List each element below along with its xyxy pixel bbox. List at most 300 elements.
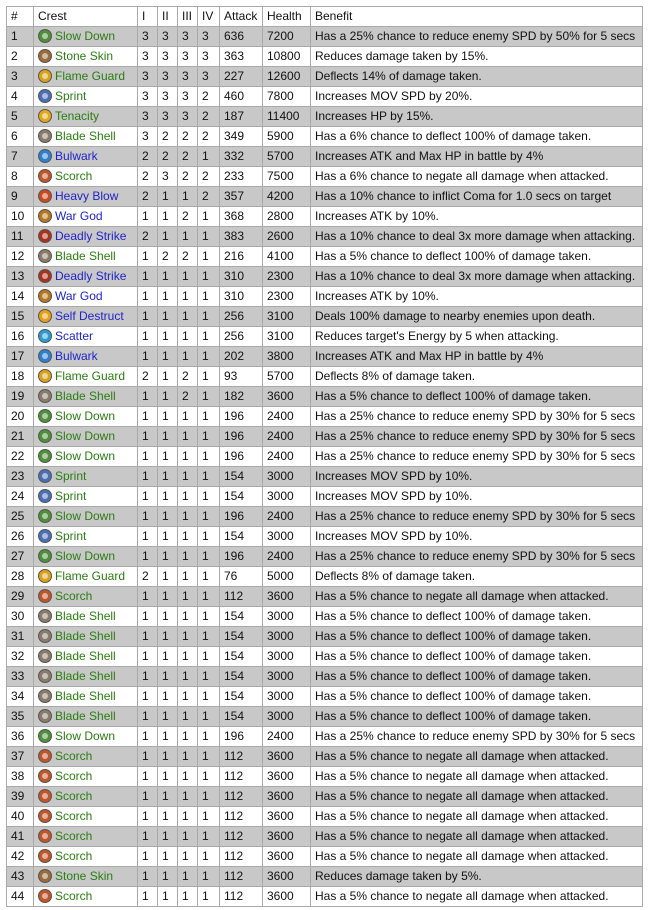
scorch-icon [38,849,52,863]
tier-ii-value: 1 [158,447,178,467]
tier-i-value: 3 [138,87,158,107]
crest-name: Stone Skin [55,49,114,63]
tier-iii-value: 3 [178,67,198,87]
tier-ii-value: 1 [158,327,178,347]
tier-iv-value: 1 [198,447,220,467]
benefit-text: Increases ATK by 10%. [311,207,643,227]
tier-ii-value: 1 [158,507,178,527]
table-row [7,787,643,807]
health-value: 3600 [263,587,311,607]
crest-cell [34,427,138,447]
header-health: Health [263,7,311,27]
tier-ii-value: 1 [158,547,178,567]
tier-iv-value: 1 [198,727,220,747]
tier-iv-value: 1 [198,747,220,767]
table-row [7,607,643,627]
tier-ii-value: 1 [158,487,178,507]
crest-cell [34,407,138,427]
crest-cell [34,867,138,887]
row-number: 33 [7,667,34,687]
health-value: 3800 [263,347,311,367]
tier-iii-value: 1 [178,427,198,447]
crest-cell [34,267,138,287]
crest-cell [34,787,138,807]
attack-value: 154 [220,607,263,627]
benefit-text: Has a 25% chance to reduce enemy SPD by 30% for 5 secs [311,547,643,567]
crest-name: War God [55,289,103,303]
crest-name: Blade Shell [55,249,116,263]
flame-guard-icon [38,69,52,83]
tier-i-value: 1 [138,627,158,647]
blade-shell-icon [38,389,52,403]
benefit-text: Has a 5% chance to negate all damage when attacked. [311,787,643,807]
tier-iii-value: 1 [178,827,198,847]
scorch-icon [38,829,52,843]
health-value: 2400 [263,447,311,467]
tier-iii-value: 1 [178,687,198,707]
crest-cell [34,327,138,347]
crest-cell [34,227,138,247]
header-iii: III [178,7,198,27]
tier-iv-value: 1 [198,567,220,587]
attack-value: 93 [220,367,263,387]
benefit-text: Has a 25% chance to reduce enemy SPD by 30% for 5 secs [311,507,643,527]
health-value: 2400 [263,407,311,427]
crest-name: Scorch [55,849,93,863]
benefit-text: Has a 5% chance to deflect 100% of damage taken. [311,707,643,727]
crest-cell [34,127,138,147]
tier-ii-value: 1 [158,207,178,227]
tier-i-value: 1 [138,447,158,467]
crest-name: Slow Down [55,549,116,563]
attack-value: 196 [220,547,263,567]
attack-value: 363 [220,47,263,67]
tier-iii-value: 1 [178,767,198,787]
table-row [7,187,643,207]
crest-name: Scorch [55,809,93,823]
row-number: 8 [7,167,34,187]
row-number: 23 [7,467,34,487]
tier-ii-value: 1 [158,587,178,607]
tier-i-value: 3 [138,127,158,147]
row-number: 18 [7,367,34,387]
health-value: 3600 [263,827,311,847]
tier-iv-value: 2 [198,187,220,207]
attack-value: 154 [220,707,263,727]
table-row [7,347,643,367]
tier-i-value: 1 [138,807,158,827]
attack-value: 112 [220,847,263,867]
tier-iii-value: 1 [178,647,198,667]
crest-name: Slow Down [55,729,116,743]
row-number: 37 [7,747,34,767]
benefit-text: Deflects 14% of damage taken. [311,67,643,87]
health-value: 5700 [263,147,311,167]
table-row [7,127,643,147]
tier-ii-value: 3 [158,47,178,67]
attack-value: 460 [220,87,263,107]
blade-shell-icon [38,609,52,623]
crest-name: Slow Down [55,29,116,43]
tier-ii-value: 1 [158,307,178,327]
crest-cell [34,547,138,567]
tier-i-value: 1 [138,647,158,667]
benefit-text: Increases MOV SPD by 10%. [311,527,643,547]
tier-i-value: 1 [138,327,158,347]
attack-value: 182 [220,387,263,407]
tier-i-value: 1 [138,247,158,267]
attack-value: 196 [220,407,263,427]
tier-i-value: 2 [138,367,158,387]
tier-i-value: 2 [138,167,158,187]
table-row [7,87,643,107]
row-number: 39 [7,787,34,807]
crest-name: Sprint [55,489,87,503]
attack-value: 187 [220,107,263,127]
row-number: 44 [7,887,34,907]
table-row [7,667,643,687]
row-number: 3 [7,67,34,87]
row-number: 16 [7,327,34,347]
tier-iii-value: 1 [178,747,198,767]
tier-iii-value: 1 [178,187,198,207]
crest-name: Blade Shell [55,649,116,663]
crest-name: Stone Skin [55,869,114,883]
benefit-text: Has a 5% chance to negate all damage when attacked. [311,807,643,827]
tier-ii-value: 1 [158,387,178,407]
tier-ii-value: 1 [158,687,178,707]
tier-iii-value: 3 [178,47,198,67]
table-row [7,867,643,887]
row-number: 28 [7,567,34,587]
crest-name: Scorch [55,769,93,783]
table-row [7,847,643,867]
attack-value: 256 [220,307,263,327]
tier-ii-value: 1 [158,667,178,687]
row-number: 9 [7,187,34,207]
row-number: 5 [7,107,34,127]
tier-iii-value: 1 [178,227,198,247]
sprint-icon [38,529,52,543]
tier-iii-value: 1 [178,887,198,907]
crest-name: War God [55,209,103,223]
tier-i-value: 1 [138,207,158,227]
benefit-text: Reduces damage taken by 5%. [311,867,643,887]
row-number: 21 [7,427,34,447]
tier-iv-value: 1 [198,647,220,667]
header-ii: II [158,7,178,27]
crest-cell [34,647,138,667]
benefit-text: Has a 5% chance to negate all damage when attacked. [311,587,643,607]
crest-name: Flame Guard [55,369,126,383]
tier-iv-value: 2 [198,167,220,187]
benefit-text: Reduces target's Energy by 5 when attacking. [311,327,643,347]
crest-cell [34,207,138,227]
tier-ii-value: 1 [158,867,178,887]
table-row [7,47,643,67]
row-number: 2 [7,47,34,67]
blade-shell-icon [38,709,52,723]
tier-iii-value: 1 [178,467,198,487]
crest-name: Scorch [55,889,93,903]
slow-down-icon [38,549,52,563]
tier-iv-value: 1 [198,387,220,407]
benefit-text: Increases ATK by 10%. [311,287,643,307]
row-number: 24 [7,487,34,507]
table-row [7,807,643,827]
crest-cell [34,67,138,87]
tier-iv-value: 1 [198,247,220,267]
table-row [7,427,643,447]
crest-cell [34,107,138,127]
health-value: 3600 [263,807,311,827]
blade-shell-icon [38,129,52,143]
tier-i-value: 1 [138,427,158,447]
health-value: 7800 [263,87,311,107]
health-value: 3600 [263,767,311,787]
crest-name: Scorch [55,749,93,763]
tier-iii-value: 1 [178,707,198,727]
flame-guard-icon [38,569,52,583]
row-number: 31 [7,627,34,647]
crest-cell [34,827,138,847]
tier-iv-value: 1 [198,627,220,647]
benefit-text: Has a 5% chance to negate all damage when attacked. [311,847,643,867]
crest-name: Tenacity [55,109,100,123]
tier-iii-value: 1 [178,307,198,327]
tier-i-value: 1 [138,547,158,567]
attack-value: 154 [220,627,263,647]
crest-cell [34,387,138,407]
table-row [7,267,643,287]
crest-cell [34,807,138,827]
health-value: 3000 [263,707,311,727]
tier-iii-value: 2 [178,387,198,407]
table-row [7,107,643,127]
tier-iii-value: 1 [178,667,198,687]
sprint-icon [38,89,52,103]
tier-i-value: 2 [138,567,158,587]
row-number: 15 [7,307,34,327]
benefit-text: Has a 10% chance to deal 3x more damage when attacking. [311,267,643,287]
tier-iii-value: 1 [178,287,198,307]
benefit-text: Deals 100% damage to nearby enemies upon death. [311,307,643,327]
crest-name: Scorch [55,589,93,603]
header-iv: IV [198,7,220,27]
attack-value: 112 [220,747,263,767]
health-value: 2400 [263,547,311,567]
table-row [7,647,643,667]
tenacity-icon [38,109,52,123]
bulwark-icon [38,349,52,363]
table-row [7,167,643,187]
health-value: 11400 [263,107,311,127]
benefit-text: Has a 10% chance to inflict Coma for 1.0 secs on target [311,187,643,207]
tier-iv-value: 1 [198,527,220,547]
tier-iii-value: 2 [178,167,198,187]
tier-iii-value: 1 [178,407,198,427]
slow-down-icon [38,509,52,523]
crest-cell [34,847,138,867]
bulwark-icon [38,149,52,163]
tier-iv-value: 1 [198,327,220,347]
crest-cell [34,307,138,327]
tier-iv-value: 1 [198,707,220,727]
row-number: 29 [7,587,34,607]
stone-skin-icon [38,49,52,63]
row-number: 11 [7,227,34,247]
tier-ii-value: 1 [158,807,178,827]
crest-cell [34,147,138,167]
crest-cell [34,287,138,307]
benefit-text: Has a 6% chance to deflect 100% of damage taken. [311,127,643,147]
crest-name: Slow Down [55,429,116,443]
crest-cell [34,747,138,767]
tier-i-value: 3 [138,67,158,87]
row-number: 32 [7,647,34,667]
blade-shell-icon [38,689,52,703]
benefit-text: Has a 5% chance to negate all damage when attacked. [311,887,643,907]
health-value: 2300 [263,287,311,307]
tier-iv-value: 1 [198,847,220,867]
scorch-icon [38,169,52,183]
tier-iv-value: 1 [198,367,220,387]
header-crest: Crest [34,7,138,27]
tier-i-value: 1 [138,527,158,547]
blade-shell-icon [38,629,52,643]
blade-shell-icon [38,649,52,663]
health-value: 3100 [263,327,311,347]
crest-cell [34,607,138,627]
war-god-icon [38,209,52,223]
benefit-text: Has a 25% chance to reduce enemy SPD by 30% for 5 secs [311,447,643,467]
benefit-text: Increases HP by 15%. [311,107,643,127]
row-number: 42 [7,847,34,867]
attack-value: 227 [220,67,263,87]
crest-name: Blade Shell [55,689,116,703]
row-number: 30 [7,607,34,627]
tier-iv-value: 1 [198,307,220,327]
tier-iv-value: 1 [198,867,220,887]
scorch-icon [38,789,52,803]
tier-iv-value: 1 [198,407,220,427]
health-value: 5000 [263,567,311,587]
tier-iii-value: 1 [178,527,198,547]
attack-value: 357 [220,187,263,207]
tier-ii-value: 1 [158,827,178,847]
row-number: 4 [7,87,34,107]
tier-iv-value: 3 [198,47,220,67]
health-value: 3000 [263,607,311,627]
crest-table [6,6,643,907]
row-number: 40 [7,807,34,827]
tier-i-value: 1 [138,667,158,687]
tier-ii-value: 2 [158,247,178,267]
header-benefit: Benefit [311,7,643,27]
attack-value: 310 [220,287,263,307]
benefit-text: Has a 5% chance to deflect 100% of damage taken. [311,667,643,687]
tier-i-value: 1 [138,847,158,867]
header-num: # [7,7,34,27]
crest-cell [34,487,138,507]
attack-value: 636 [220,27,263,47]
row-number: 7 [7,147,34,167]
tier-ii-value: 3 [158,27,178,47]
health-value: 3000 [263,527,311,547]
tier-iii-value: 1 [178,447,198,467]
deadly-strike-icon [38,229,52,243]
benefit-text: Increases MOV SPD by 20%. [311,87,643,107]
tier-iii-value: 1 [178,607,198,627]
tier-ii-value: 1 [158,887,178,907]
crest-name: Scorch [55,169,93,183]
health-value: 3000 [263,687,311,707]
tier-iii-value: 1 [178,507,198,527]
tier-ii-value: 1 [158,647,178,667]
health-value: 5700 [263,367,311,387]
row-number: 6 [7,127,34,147]
tier-ii-value: 1 [158,347,178,367]
scorch-icon [38,769,52,783]
crest-name: Blade Shell [55,129,116,143]
health-value: 2600 [263,227,311,247]
tier-i-value: 1 [138,387,158,407]
tier-ii-value: 1 [158,467,178,487]
tier-i-value: 2 [138,187,158,207]
slow-down-icon [38,449,52,463]
benefit-text: Has a 5% chance to negate all damage when attacked. [311,767,643,787]
benefit-text: Has a 25% chance to reduce enemy SPD by 30% for 5 secs [311,427,643,447]
tier-i-value: 1 [138,787,158,807]
attack-value: 368 [220,207,263,227]
attack-value: 202 [220,347,263,367]
attack-value: 76 [220,567,263,587]
scorch-icon [38,749,52,763]
table-row [7,287,643,307]
table-row [7,247,643,267]
crest-name: Slow Down [55,449,116,463]
tier-ii-value: 1 [158,287,178,307]
tier-iv-value: 1 [198,507,220,527]
attack-value: 196 [220,727,263,747]
row-number: 43 [7,867,34,887]
health-value: 2300 [263,267,311,287]
tier-iv-value: 1 [198,347,220,367]
header-row [7,7,643,27]
tier-i-value: 1 [138,407,158,427]
crest-name: Blade Shell [55,629,116,643]
attack-value: 196 [220,507,263,527]
tier-ii-value: 1 [158,727,178,747]
crest-cell [34,507,138,527]
tier-i-value: 1 [138,287,158,307]
attack-value: 349 [220,127,263,147]
crest-cell [34,767,138,787]
health-value: 3600 [263,887,311,907]
table-row [7,627,643,647]
benefit-text: Deflects 8% of damage taken. [311,367,643,387]
row-number: 35 [7,707,34,727]
health-value: 3600 [263,387,311,407]
tier-ii-value: 1 [158,607,178,627]
sprint-icon [38,489,52,503]
tier-ii-value: 3 [158,167,178,187]
benefit-text: Increases ATK and Max HP in battle by 4% [311,347,643,367]
tier-iv-value: 1 [198,487,220,507]
tier-ii-value: 1 [158,627,178,647]
benefit-text: Has a 5% chance to deflect 100% of damage taken. [311,627,643,647]
tier-i-value: 3 [138,27,158,47]
